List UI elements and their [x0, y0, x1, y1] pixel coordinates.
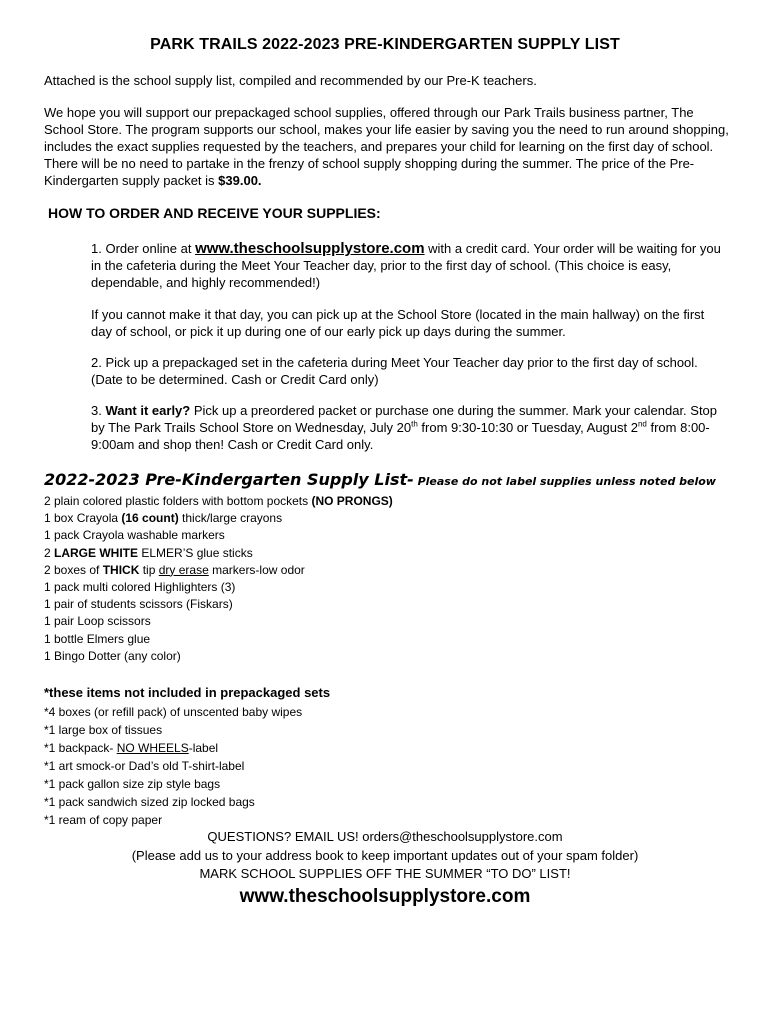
list-item: *1 art smock-or Dad’s old T-shirt-label: [44, 759, 245, 773]
how-to-order-heading: HOW TO ORDER AND RECEIVE YOUR SUPPLIES:: [48, 205, 381, 221]
list-item: [44, 545, 393, 562]
step1-prefix: 1. Order online at: [91, 241, 196, 256]
support-text: We hope you will support our prepackaged school supplies, offered through our Park Trails business partner, The School Store. The program supports our school, makes your life easier by saving you the need to run around shopping, includes the exact supplies requested by the teachers, and prepares your child for learning on the first day of school. There will be no need to partake in the frenzy of school supply shopping during the summer. The price of the Pre-Kindergarten supply packet is: [44, 105, 729, 188]
item-text: 2: [44, 545, 55, 560]
store-website-link[interactable]: www.theschoolsupplystore.com: [195, 240, 425, 257]
item-text: tip: [139, 562, 159, 577]
step3-bold: Want it early?: [105, 403, 191, 418]
step3-number: 3.: [91, 403, 106, 418]
item-underline: NO WHEELS: [116, 741, 189, 755]
list-item: *1 large box of tissues: [44, 723, 163, 737]
list-item: [44, 510, 393, 527]
supply-list-heading: [44, 470, 716, 489]
intro-paragraph: Attached is the school supply list, compiled and recommended by our Pre-K teachers.: [44, 73, 537, 88]
step1-suffix: with a credit card. Your order will be waiting for you in the cafeteria during the Meet Your Teacher day, prior to the first day of school. (This choice is easy, dependable, and highly recommended!): [91, 241, 721, 290]
list-item: 1 pack multi colored Highlighters (3): [44, 579, 236, 594]
item-text: 2 plain colored plastic folders with bottom pockets: [44, 494, 312, 508]
list-item: *1 pack sandwich sized zip locked bags: [44, 795, 255, 809]
step3-sup-a: th: [411, 419, 418, 429]
order-step-1-note: If you cannot make it that day, you can pick up at the School Store (located in the main hallway) on the first day of school, or pick it up during one of our early pick up days during the summer.: [91, 307, 705, 339]
list-item: *4 boxes (or refill pack) of unscented baby wipes: [44, 705, 303, 719]
list-item: [44, 739, 302, 757]
list-item: 1 Bingo Dotter (any color): [44, 648, 181, 663]
step3-sup-b: nd: [637, 419, 647, 429]
list-item: 1 pair Loop scissors: [44, 614, 151, 629]
packet-price: $39.00.: [218, 173, 262, 188]
item-text: ELMER’S glue sticks: [138, 545, 253, 560]
step3-text-a: Pick up a preordered packet or purchase one during the summer. Mark your calendar. Stop by The Park Trails School Store on Wednesday, July 20: [91, 403, 718, 435]
step3-text-b: from 9:30-10:30 or Tuesday, August 2: [417, 420, 638, 435]
supply-heading-text: 2022-2023 Pre-Kindergarten Supply List-: [44, 470, 414, 489]
list-item: 1 pair of students scissors (Fiskars): [44, 597, 233, 612]
item-text: 1 box Crayola: [44, 511, 122, 526]
item-text: *1 backpack-: [44, 741, 117, 755]
questions-email-line: QUESTIONS? EMAIL US! orders@theschoolsupplystore.com: [207, 829, 563, 844]
item-bold: (NO PRONGS): [311, 494, 393, 508]
supply-heading-note: Please do not label supplies unless noted below: [413, 475, 716, 488]
item-text: markers-low odor: [208, 562, 305, 577]
excluded-items-heading: *these items not included in prepackaged sets: [44, 685, 331, 700]
address-book-note: (Please add us to your address book to keep important updates out of your spam folder): [131, 848, 639, 863]
excluded-items-list: [44, 703, 302, 829]
support-paragraph: [44, 104, 734, 189]
list-item: 1 bottle Elmers glue: [44, 631, 151, 646]
order-step-2: 2. Pick up a prepackaged set in the cafeteria during Meet Your Teacher day prior to the first day of school. (Date to be determined. Cash or Credit Card only): [91, 355, 698, 387]
footer-website[interactable]: www.theschoolsupplystore.com: [239, 886, 531, 907]
item-text: 2 boxes of: [44, 562, 103, 577]
item-text: -label: [188, 741, 219, 755]
step3-text-c: from 8:00-9:00am and shop then! Cash or Credit Card only.: [91, 420, 710, 452]
list-item: *1 ream of copy paper: [44, 813, 163, 827]
order-step-1: [91, 240, 728, 291]
supply-list: [44, 493, 393, 665]
item-bold: (16 count): [121, 511, 179, 526]
item-bold: LARGE WHITE: [54, 545, 139, 560]
list-item: 1 pack Crayola washable markers: [44, 528, 225, 543]
item-text: thick/large crayons: [178, 511, 283, 526]
order-step-3: [91, 402, 728, 453]
list-item: *1 pack gallon size zip style bags: [44, 777, 221, 791]
list-item: [44, 562, 393, 579]
mark-supplies-line: MARK SCHOOL SUPPLIES OFF THE SUMMER “TO DO” LIST!: [199, 866, 571, 881]
list-item: [44, 493, 393, 510]
item-underline: dry erase: [158, 562, 209, 577]
page-title: PARK TRAILS 2022-2023 PRE-KINDERGARTEN SUPPLY LIST: [150, 36, 620, 53]
item-bold: THICK: [102, 562, 140, 577]
